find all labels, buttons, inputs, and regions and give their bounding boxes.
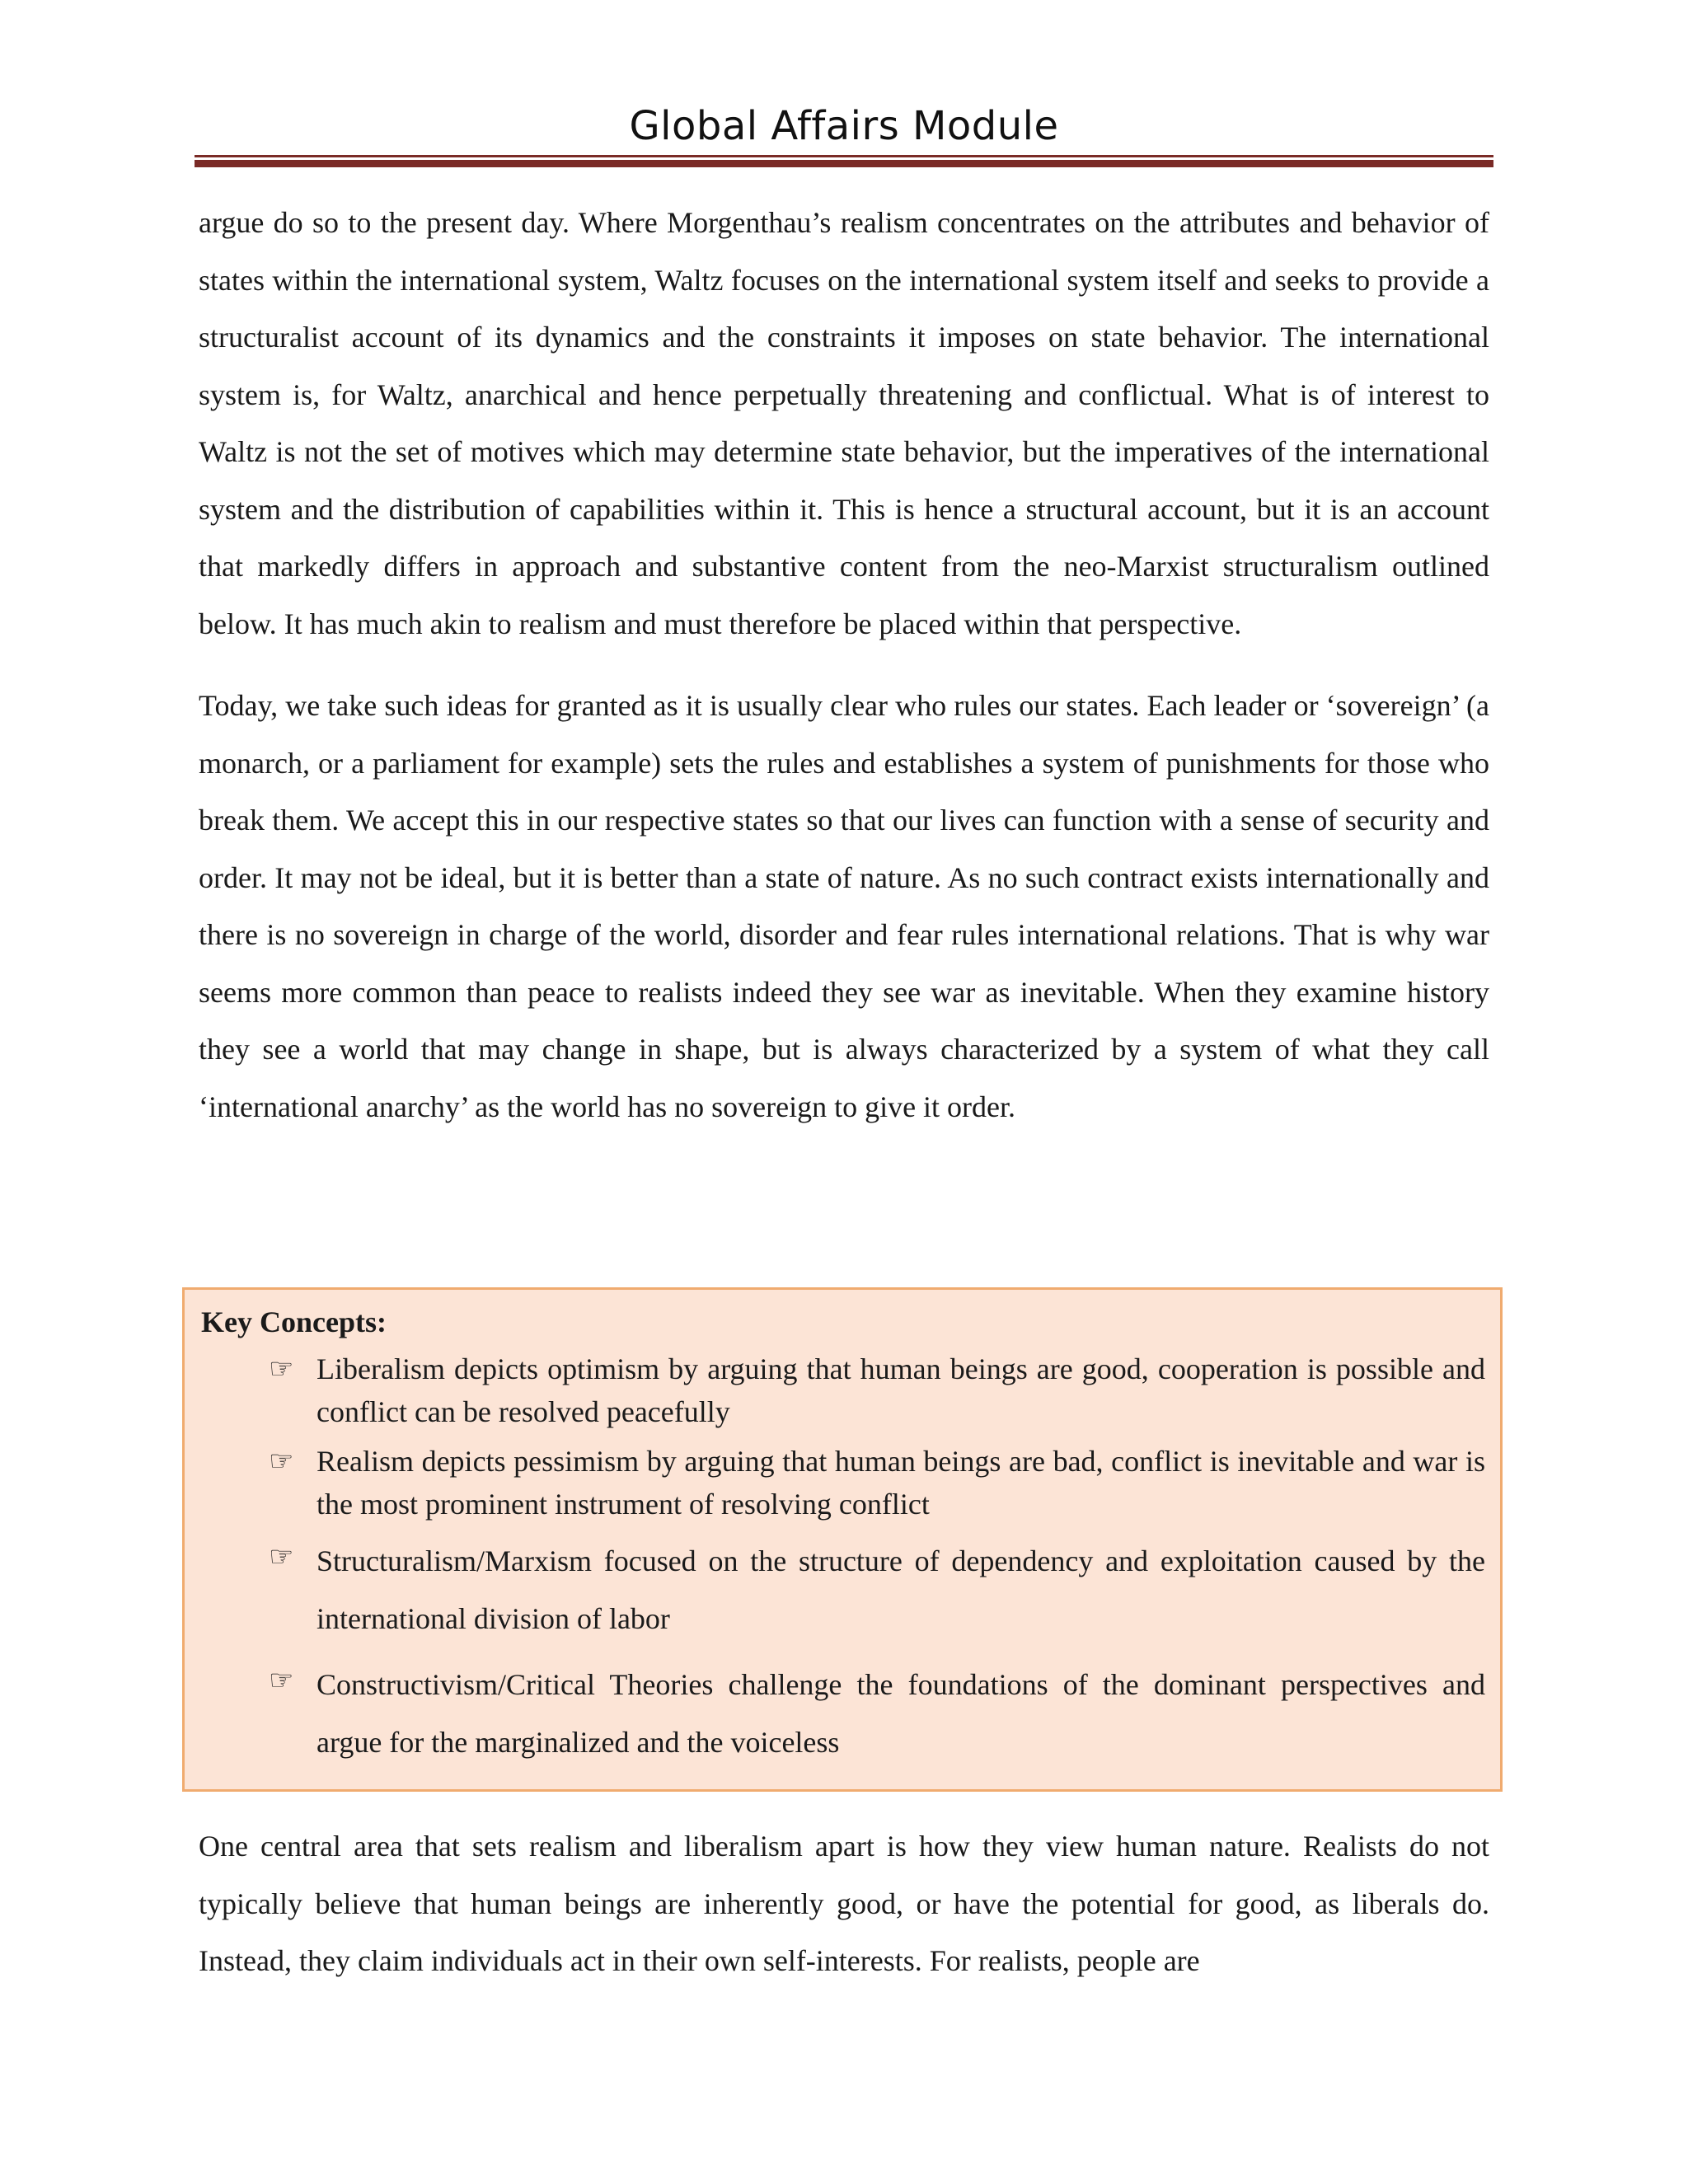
pointing-hand-icon: ☞ xyxy=(269,1540,294,1573)
pointing-hand-icon: ☞ xyxy=(269,1664,294,1697)
key-concept-text: Structuralism/Marxism focused on the structure of dependency and exploitation caused by the international division of labor xyxy=(316,1544,1485,1635)
header-rule xyxy=(195,155,1493,167)
key-concepts-box xyxy=(182,1287,1503,1792)
key-concept-text: Constructivism/Critical Theories challenge the foundations of the dominant perspectives and argue for the marginalized and the voiceless xyxy=(316,1668,1485,1759)
body-paragraph-2: Today, we take such ideas for granted as it is usually clear who rules our states. Each leader or ‘sovereign’ (a monarch, or a parliament for example) sets the rules and establishes a system of punishments for those who break them. We accept this in our respective states so that our lives can function with a sense of security and order. It may not be ideal, but it is better than a state of nature. As no such contract exists internationally and there is no sovereign in charge of the world, disorder and fear rules international relations. That is why war seems more common than peace to realists indeed they see war as inevitable. When they examine history they see a world that may change in shape, but is always characterized by a system of what they call ‘international anarchy’ as the world has no sovereign to give it order. xyxy=(199,689,1489,1123)
key-concepts-title: Key Concepts: xyxy=(201,1305,387,1338)
main-content xyxy=(199,194,1489,1136)
header-rule-thick xyxy=(195,160,1493,167)
list-item xyxy=(201,1347,1485,1433)
key-concept-text: Realism depicts pessimism by arguing that human beings are bad, conflict is inevitable and war is the most prominent instrument of resolving conflict xyxy=(316,1445,1485,1521)
key-concept-text: Liberalism depicts optimism by arguing that human beings are good, cooperation is possible and conflict can be resolved peacefully xyxy=(316,1352,1485,1428)
page-header-title: Global Affairs Module xyxy=(629,103,1059,149)
list-item xyxy=(201,1532,1485,1647)
key-concepts-list xyxy=(201,1347,1485,1771)
body-paragraph-3: One central area that sets realism and liberalism apart is how they view human nature. Realists do not typically believe that human beings are inherently good, or have the potential for good, as liberals do. Instead, they claim individuals act in their own self-interests. For realists, people are xyxy=(199,1830,1489,1977)
pointing-hand-icon: ☞ xyxy=(269,1445,294,1478)
closing-content xyxy=(199,1818,1489,1990)
list-item xyxy=(201,1440,1485,1526)
pointing-hand-icon: ☞ xyxy=(269,1352,294,1385)
body-paragraph-1: argue do so to the present day. Where Morgenthau’s realism concentrates on the attributes and behavior of states within the international system, Waltz focuses on the international system itself and seeks to provide a structuralist account of its dynamics and the constraints it imposes on state behavior. The international system is, for Waltz, anarchical and hence perpetually threatening and conflictual. What is of interest to Waltz is not the set of motives which may determine state behavior, but the imperatives of the international system and the distribution of capabilities within it. This is hence a structural account, but it is an account that markedly differs in approach and substantive content from the neo-Marxist structuralism outlined below. It has much akin to realism and must therefore be placed within that perspective. xyxy=(199,206,1489,640)
list-item xyxy=(201,1656,1485,1771)
